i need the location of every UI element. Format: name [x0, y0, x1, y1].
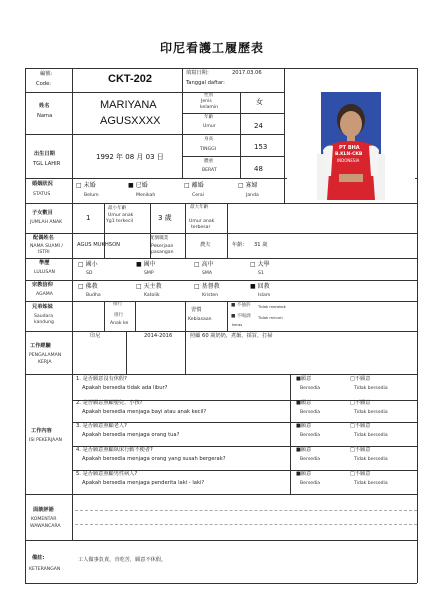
education-option-1: ■ 國中	[136, 261, 156, 268]
youngest-label-id1: Umur anak	[108, 213, 134, 218]
rule-v-s1	[104, 301, 105, 331]
date-value: 2017.03.06	[232, 70, 262, 76]
rule-h2	[25, 134, 284, 135]
children-label-id: JUMLAH ANAK	[30, 220, 63, 225]
duties-label-zh: 工作內容	[31, 428, 52, 434]
religion-option-id-0: Budha	[86, 293, 101, 298]
duty-question-zh-3: 4. 是否願意照顧臥床行動不便者?	[76, 447, 153, 453]
duty-question-id-2: Apakah bersedia menjaga orang tua?	[82, 432, 180, 438]
oldest-label-zh: 最大年齡	[190, 205, 209, 210]
rank-label-zh1: 排行	[113, 302, 123, 307]
rule-v-c3	[185, 203, 186, 258]
date-label: 填寫日期：	[186, 70, 212, 76]
oldest-label-id2: terbesar	[191, 225, 211, 230]
birth-label-zh: 出生日期	[34, 151, 55, 157]
photo-banner-2: B.KLN-CKB	[335, 152, 363, 157]
rule-v-label	[72, 68, 73, 333]
no-drink-id: Tidak minum	[258, 315, 283, 320]
duty-question-id-3: Apakah bersedia menjaga orang yang susah bergerak?	[82, 456, 226, 462]
marital-option-id-1: Menikah	[136, 193, 156, 198]
spouse-job-label-id1: Pekerjaan	[151, 244, 174, 249]
religion-option-id-3: Islam	[258, 293, 271, 298]
marital-option-id-3: Janda	[246, 193, 259, 198]
work-label-id1: PENGALAMAN	[29, 353, 62, 358]
no-smoke-id: Tidak merokok	[258, 304, 286, 309]
spouse-job-label-zh: 配偶職業	[150, 236, 169, 241]
duty-no-id-4: Tidak bersedia	[354, 481, 388, 486]
duty-no-1: □不願意	[350, 400, 371, 406]
weight-label-zh: 體重	[204, 159, 214, 164]
height-value: 153	[254, 143, 268, 151]
rule-h6	[25, 258, 417, 259]
gender-value: 女	[256, 98, 263, 106]
remarks-label-zh: 備註:	[32, 555, 45, 561]
marital-option-id-0: Belum	[84, 193, 99, 198]
religion-option-1: □ 天主教	[136, 283, 162, 290]
education-option-2: □ 高中	[194, 261, 214, 268]
spouse-job-label-id2: pasangan	[151, 250, 174, 255]
duty-question-id-0: Apakah bersedia tidak ada libur?	[82, 385, 168, 391]
spouse-label-id1: NAMA SUAMI /	[30, 244, 63, 249]
duty-yes-4: ■願意	[296, 471, 312, 477]
marital-label-zh: 婚姻狀況	[32, 181, 53, 187]
rule-g	[182, 113, 284, 114]
duty-no-2: □不願意	[350, 423, 371, 429]
code-label-zh: 編號:	[40, 71, 53, 77]
rule-h7	[25, 280, 417, 281]
code-label-id: Code:	[36, 81, 52, 87]
age-label-id: Umur	[203, 124, 216, 129]
marital-option-1: ■ 已婚	[128, 182, 148, 189]
oldest-label-id1: Umur anak	[189, 219, 215, 224]
rule-hw	[182, 156, 284, 157]
rule-left	[25, 68, 26, 583]
remarks-value: 工人做事負責，肯吃苦，願意不休假。	[78, 557, 167, 563]
interview-label-id1: KOMENTAR	[31, 517, 57, 522]
siblings-label-id2: kandung	[34, 320, 54, 325]
siblings-label-id1: Saudara	[34, 314, 54, 319]
education-option-id-0: SD	[86, 271, 93, 276]
rank-label-id: Anak ke	[110, 321, 129, 326]
height-label-id: TINGGI	[200, 147, 217, 152]
habit-label-zh: 習慣	[191, 307, 202, 313]
code-value: CKT-202	[108, 73, 153, 85]
religion-option-id-2: Kristen	[202, 293, 219, 298]
duty-question-zh-1: 2. 是否願意照顧嬰兒、小孩?	[76, 400, 143, 406]
work-place: 印尼	[90, 333, 101, 339]
marital-label-id: STATUS	[33, 192, 51, 197]
applicant-photo	[287, 92, 415, 200]
gender-label-zh: 性別	[204, 93, 214, 98]
religion-option-2: □ 基督教	[194, 283, 220, 290]
duty-yes-3: ■願意	[296, 447, 312, 453]
rule-v-w0	[72, 331, 73, 374]
religion-option-0: □ 佛教	[78, 283, 98, 290]
age-label-zh: 年齡	[204, 115, 214, 120]
work-label-id2: KERJA	[38, 360, 52, 365]
children-value: 1	[86, 214, 91, 222]
habit-label-id: Kebiasaan	[188, 317, 212, 322]
duty-no-id-2: Tidak bersedia	[354, 433, 388, 438]
weight-label-id: BERAT	[202, 168, 217, 173]
duty-yes-id-3: Bersedia	[300, 457, 321, 462]
rule-dash1	[75, 510, 417, 511]
duty-yes-id-2: Bersedia	[300, 433, 321, 438]
photo-banner-1: PT BHA	[339, 145, 360, 151]
education-option-0: □ 國小	[78, 261, 98, 268]
duties-label-id: ISI PEKERJAAN	[29, 438, 62, 443]
siblings-label-zh: 兄弟姊妹	[32, 304, 53, 310]
rule-v-s3	[185, 301, 186, 331]
rule-h8	[25, 301, 417, 302]
spouse-age-value: 31 歲	[254, 242, 268, 248]
religion-option-3: ■ 回教	[250, 283, 270, 290]
spouse-label-id2: ISTRI	[38, 250, 50, 255]
spouse-label-zh: 配偶姓名	[33, 235, 54, 241]
rule-v-val	[240, 92, 241, 178]
rule-v-c4	[227, 203, 228, 258]
rule-v-yes	[290, 374, 291, 494]
rule-h4	[25, 203, 417, 204]
rule-h9	[25, 331, 417, 332]
no-drink: ■ 不喝酒	[231, 314, 251, 319]
birth-label-id: TGL LAHIR	[33, 161, 61, 167]
duty-no-0: □不願意	[350, 376, 371, 382]
rule-h15	[25, 494, 417, 495]
no-smoke: ■ 不抽菸	[231, 303, 251, 308]
rule-v-c1	[104, 203, 105, 258]
rule-v-s2	[135, 301, 136, 331]
spouse-job-value: 農夫	[200, 242, 211, 248]
duty-yes-0: ■願意	[296, 376, 312, 382]
name-line2: AGUSXXXX	[100, 115, 161, 127]
rule-right	[417, 68, 418, 583]
duty-no-id-0: Tidak bersedia	[354, 386, 388, 391]
no-drink-id2: keras	[232, 322, 243, 327]
marital-option-3: □ 寡婦	[238, 182, 258, 189]
duty-yes-2: ■願意	[296, 423, 312, 429]
gender-label-id2: kelamin	[200, 105, 219, 110]
name-label-id: Nama	[37, 113, 53, 119]
education-option-id-1: SMP	[144, 271, 154, 276]
duty-no-3: □不願意	[350, 447, 371, 453]
interview-label-id2: WAWANCARA	[30, 524, 61, 529]
duty-no-id-1: Tidak bersedia	[354, 410, 388, 415]
education-label-zh: 學歷	[39, 260, 50, 266]
age-value: 24	[254, 122, 263, 130]
rule-h1	[25, 92, 284, 93]
rule-h10	[25, 374, 417, 375]
rule-h5	[25, 233, 417, 234]
education-option-3: □ 大學	[250, 261, 270, 268]
page-title: 印尼看護工履歷表	[160, 41, 265, 55]
youngest-label-zh: 最小年齡	[108, 206, 127, 211]
duty-no-4: □不願意	[350, 471, 371, 477]
height-label-zh: 身高	[204, 137, 214, 142]
name-line1: MARIYANA	[100, 99, 157, 111]
duty-yes-1: ■願意	[296, 400, 312, 406]
rule-v-label2	[72, 374, 73, 540]
weight-value: 48	[254, 165, 263, 173]
duty-yes-id-4: Bersedia	[300, 481, 321, 486]
rank-label-zh2: 排行	[114, 313, 124, 318]
name-label-zh: 姓名	[39, 103, 50, 109]
rule-v-mid	[182, 68, 183, 178]
work-years: 2014-2016	[144, 333, 173, 339]
marital-option-0: □ 未婚	[76, 182, 96, 189]
religion-option-id-1: Katolik	[144, 293, 160, 298]
rule-v-w1	[126, 331, 127, 374]
rule-dash2	[75, 524, 417, 525]
marital-option-id-2: Cerai	[192, 193, 205, 198]
duty-question-zh-4: 5. 是否願意照顧男性病人?	[76, 471, 138, 477]
duty-yes-id-0: Bersedia	[300, 386, 321, 391]
work-desc: 照顧 60 歲奶奶，煮飯、採買、打掃	[190, 333, 273, 339]
rule-v-w2	[185, 331, 186, 374]
duty-question-zh-0: 1. 是否願意沒有休假?	[76, 376, 127, 382]
photo-banner-3: INDONESIA	[337, 158, 360, 163]
duty-question-id-4: Apakah bersedia menjaga penderita laki - laki?	[82, 480, 205, 486]
education-label-id: LULUSAN	[34, 270, 55, 275]
rule-bottom	[25, 583, 417, 584]
duty-question-zh-2: 3. 是否願意照顧老人?	[76, 423, 127, 429]
birth-value: 1992 年 08 月 03 日	[96, 153, 164, 161]
youngest-label-id2: Yg1 terkecil	[106, 219, 134, 224]
spouse-age-label: 年齡：	[232, 242, 248, 248]
rule-top	[25, 68, 417, 69]
duty-question-id-1: Apakah bersedia menjaga bayi atau anak kecil?	[82, 409, 207, 415]
education-option-id-3: S1	[258, 271, 264, 276]
education-option-id-2: SMA	[202, 271, 213, 276]
rule-v-photo	[284, 68, 285, 203]
youngest-value: 3 歲	[158, 214, 172, 222]
rule-h16	[25, 540, 417, 541]
duty-yes-id-1: Bersedia	[300, 410, 321, 415]
remarks-label-id: KETERANGAN	[29, 567, 61, 572]
spouse-value: AGUS MUKHSON	[77, 242, 121, 248]
interview-label-zh: 面談評語	[33, 507, 54, 513]
religion-label-zh: 宗教信仰	[32, 282, 53, 288]
rule-v-s4	[227, 301, 228, 331]
date-label-id: Tanggal daftar:	[186, 80, 225, 86]
children-label-zh: 子女數目	[32, 210, 53, 216]
religion-label-id: AGAMA	[36, 292, 53, 297]
work-label-zh: 工作經驗	[30, 343, 51, 349]
marital-option-2: □ 離婚	[184, 182, 204, 189]
duty-no-id-3: Tidak bersedia	[354, 457, 388, 462]
gender-label-id1: Jenis	[201, 99, 212, 104]
